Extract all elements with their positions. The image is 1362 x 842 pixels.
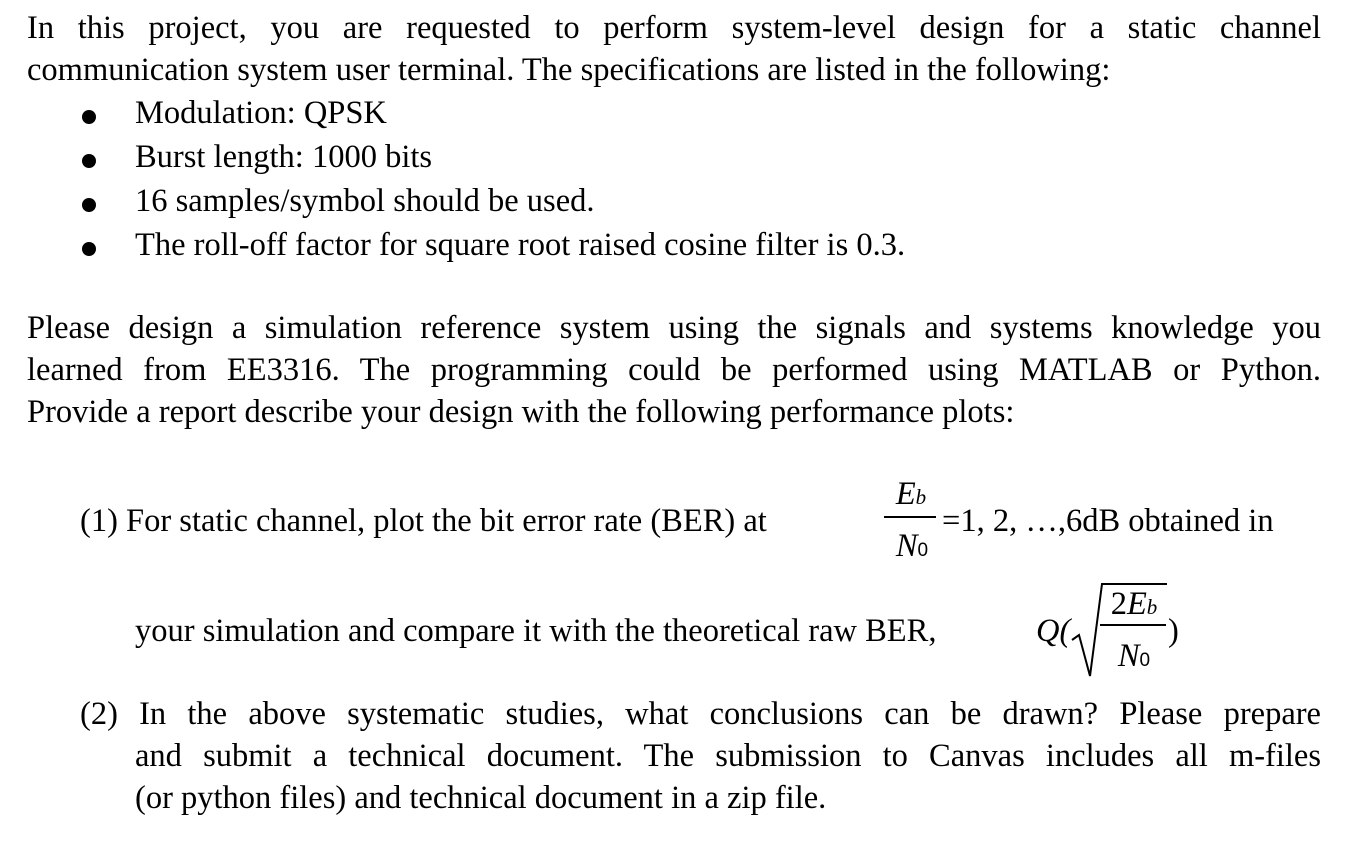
task-1-range: =1, 2, …,6dB obtained in — [942, 503, 1274, 539]
q-fraction-bar — [1100, 624, 1166, 626]
task-1-line-2: your simulation and compare it with the theoretical raw BER, — [135, 613, 937, 649]
task-1-lead: (1) For static channel, plot the bit error rate (BER) at — [80, 503, 767, 539]
bullet-icon — [82, 110, 96, 124]
design-line-3: Provide a report describe your design with the following performance plots: — [27, 394, 1015, 430]
bullet-icon — [82, 242, 96, 256]
q-denominator: N0 — [1117, 638, 1151, 674]
ebno-numerator: Eb — [895, 476, 927, 512]
ebno-denominator: N0 — [895, 528, 929, 564]
intro-line-1: In this project, you are requested to perform system-level design for a static channel — [27, 10, 1321, 46]
design-line-2: learned from EE3316. The programming could be performed using MATLAB or Python. — [27, 352, 1321, 388]
spec-item-samples: 16 samples/symbol should be used. — [135, 183, 595, 219]
intro-line-2: communication system user terminal. The specifications are listed in the following: — [27, 52, 1111, 88]
bullet-icon — [82, 154, 96, 168]
q-numerator: 2Eb — [1110, 586, 1158, 622]
spec-item-modulation: Modulation: QPSK — [135, 95, 387, 131]
spec-item-rolloff: The roll-off factor for square root raised cosine filter is 0.3. — [135, 227, 906, 263]
spec-item-burst-length: Burst length: 1000 bits — [135, 139, 433, 175]
q-function-open: Q( — [1036, 613, 1071, 649]
ebno-fraction-bar — [884, 516, 936, 518]
q-function-close: ) — [1168, 613, 1179, 649]
task-2-line-3: (or python files) and technical document in a zip file. — [135, 780, 827, 816]
bullet-icon — [82, 198, 96, 212]
task-2-line-1: (2) In the above systematic studies, what conclusions can be drawn? Please prepare — [80, 696, 1321, 732]
design-line-1: Please design a simulation reference system using the signals and systems knowledge you — [27, 310, 1321, 346]
task-2-line-2: and submit a technical document. The submission to Canvas includes all m-files — [135, 738, 1321, 774]
